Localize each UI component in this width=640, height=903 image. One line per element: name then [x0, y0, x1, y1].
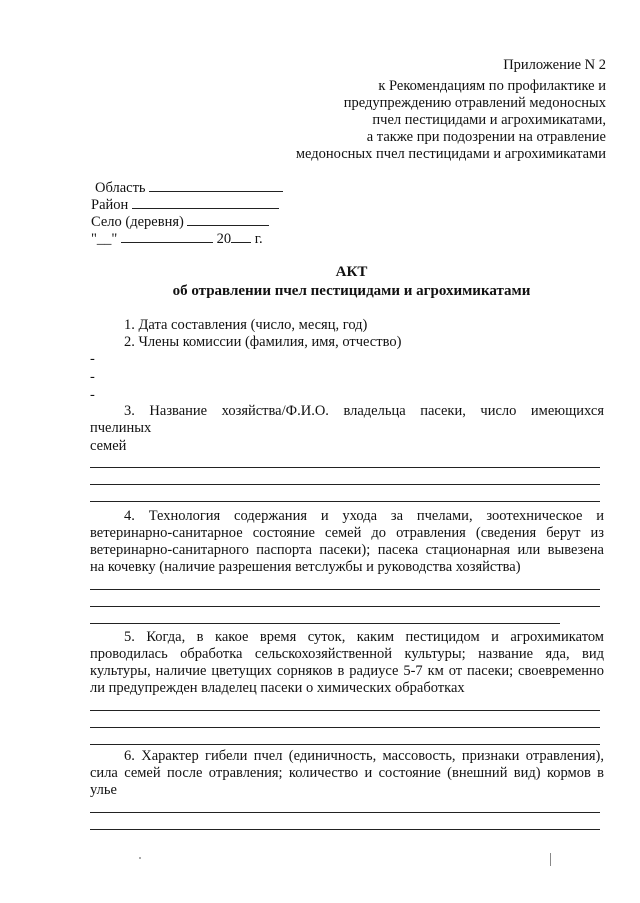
item-4-line: ветеринарно-санитарного паспорта пасеки); пасека стационарная или вывезена	[90, 542, 604, 558]
blank-line	[90, 812, 600, 813]
document-subtitle: об отравлении пчел пестицидами и агрохимикатами	[172, 283, 531, 299]
item-3-line: 3. Название хозяйства/Ф.И.О. владельца пасеки, число имеющихся	[124, 403, 604, 419]
appendix-line: предупреждению отравлений медоносных	[343, 95, 606, 111]
blank-line	[90, 589, 600, 590]
item-4-line: на кочевку (наличие разрешения ветслужбы и руководства хозяйства)	[90, 559, 521, 575]
item-6-line: 6. Характер гибели пчел (единичность, массовость, признаки отравления),	[124, 748, 604, 764]
blank-line	[90, 501, 600, 502]
quote-open: "	[91, 231, 97, 247]
district-field	[91, 196, 279, 214]
region-blank	[149, 179, 283, 192]
appendix-line: пчел пестицидами и агрохимикатами,	[372, 112, 606, 128]
item-5-line: 5. Когда, в какое время суток, каким пестицидом и агрохимикатом	[124, 629, 604, 645]
month-blank	[121, 230, 213, 243]
blank-line	[90, 829, 600, 830]
blank-line	[90, 710, 600, 711]
scan-dot	[139, 857, 141, 859]
appendix-line: а также при подозрении на отравление	[366, 129, 606, 145]
scan-mark	[550, 853, 551, 866]
district-blank	[132, 196, 279, 209]
blank-line	[90, 484, 600, 485]
item-5-line: проводилась обработка сельскохозяйственной культуры; название яда, вид	[90, 646, 604, 662]
day-blank: __	[96, 231, 112, 247]
district-label: Район	[91, 197, 129, 213]
item-5-line: культуры, наличие цветущих сорняков в радиусе 5-7 км от пасеки; своевременно	[90, 663, 604, 679]
village-field	[91, 213, 269, 231]
village-label: Село (деревня)	[91, 214, 184, 230]
item-3-line: пчелиных	[90, 420, 152, 436]
date-field	[91, 230, 263, 248]
appendix-line: к Рекомендациям по профилактике и	[378, 78, 606, 94]
year-prefix: 20	[216, 231, 232, 247]
item-6-line: сила семей после отравления; количество и состояние (внешний вид) кормов в	[90, 765, 604, 781]
item-2: 2. Члены комиссии (фамилия, имя, отчество)	[124, 334, 402, 350]
year-suffix: г.	[254, 231, 263, 247]
year-blank	[231, 230, 251, 243]
item-4-line: ветеринарно-санитарное состояние семей до отравления (сведения берут из	[90, 525, 604, 541]
region-label: Область	[95, 180, 146, 196]
item-3-line: семей	[90, 438, 127, 454]
commission-dash: -	[90, 387, 95, 403]
item-1: 1. Дата составления (число, месяц, год)	[124, 317, 368, 333]
quote-close: "	[111, 231, 118, 247]
document-title: АКТ	[335, 264, 368, 280]
blank-line	[90, 623, 560, 624]
blank-line	[90, 727, 600, 728]
item-6-line: улье	[90, 782, 117, 798]
blank-line	[90, 467, 600, 468]
item-5-line: ли предупрежден владелец пасеки о химических обработках	[90, 680, 465, 696]
item-4-line: 4. Технология содержания и ухода за пчелами, зоотехническое и	[124, 508, 604, 524]
appendix-number: Приложение N 2	[503, 57, 606, 73]
village-blank	[187, 213, 269, 226]
commission-dash: -	[90, 369, 95, 385]
commission-dash: -	[90, 351, 95, 367]
blank-line	[90, 606, 600, 607]
region-field	[95, 179, 283, 197]
blank-line	[90, 744, 600, 745]
appendix-line: медоносных пчел пестицидами и агрохимикатами	[295, 146, 606, 162]
